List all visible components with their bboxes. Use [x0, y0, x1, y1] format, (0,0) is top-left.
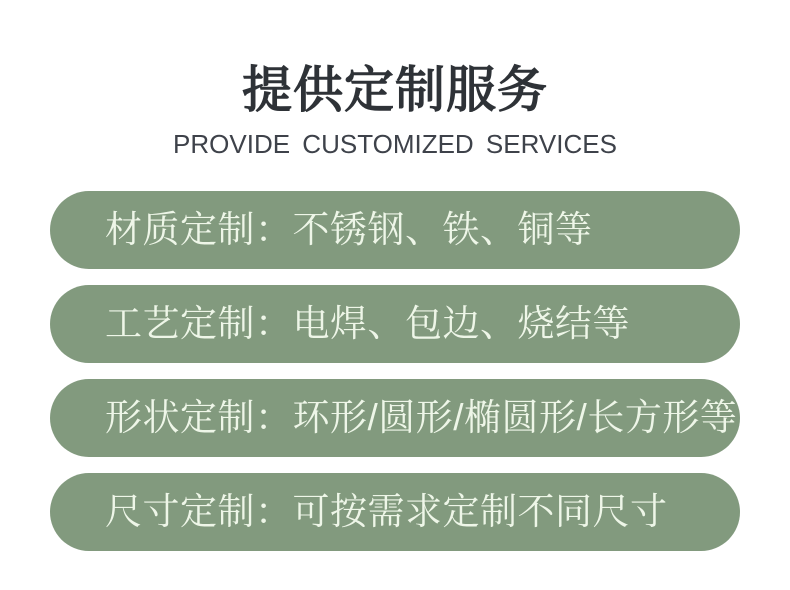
service-bar-shape: [50, 379, 740, 457]
service-list: [0, 191, 790, 551]
service-bar-process-text: 工艺定制：电焊、包边、烧结等: [105, 303, 630, 345]
service-bar-shape-text: 形状定制：环形/圆形/椭圆形/长方形等: [105, 397, 738, 439]
header: [0, 0, 790, 160]
service-bar-process: [50, 285, 740, 363]
service-bar-material-text: 材质定制：不锈钢、铁、铜等: [105, 209, 593, 251]
page-title: 提供定制服务: [242, 62, 548, 118]
service-bar-size-text: 尺寸定制：可按需求定制不同尺寸: [105, 491, 668, 533]
service-bar-size: [50, 473, 740, 551]
page-subtitle: PROVIDE CUSTOMIZED SERVICES: [173, 128, 617, 159]
service-bar-material: [50, 191, 740, 269]
